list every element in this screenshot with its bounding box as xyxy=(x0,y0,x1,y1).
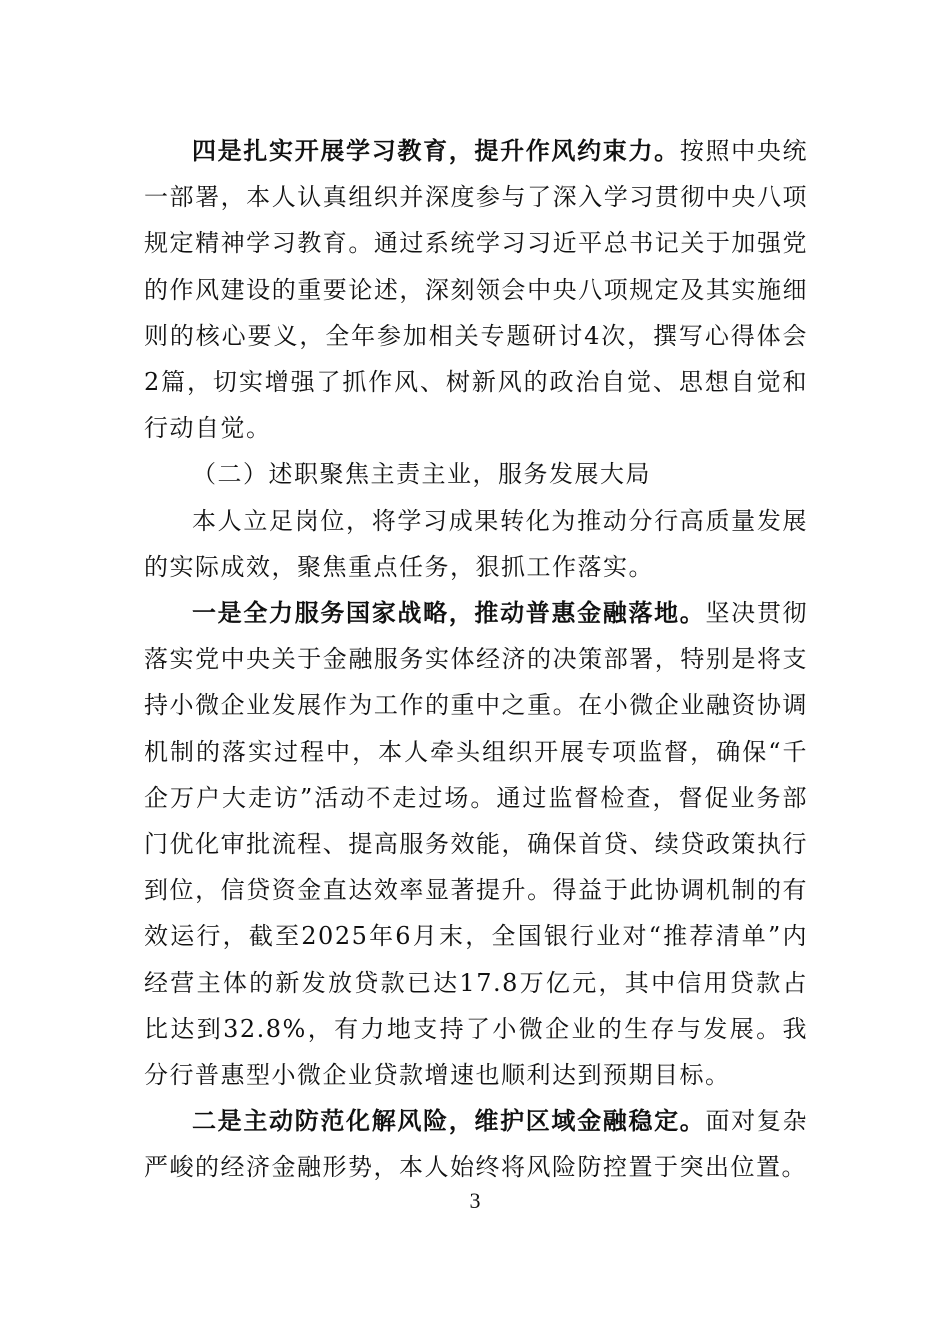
paragraph-lead: 四是扎实开展学习教育，提升作风约束力。 xyxy=(192,136,680,165)
paragraph-text: 面对复杂严峻的经济金融形势，本人始终将风险防控置于突出位置。 xyxy=(144,1107,809,1182)
body-text xyxy=(144,128,808,1191)
paragraph-study-education xyxy=(144,128,808,451)
paragraph-lead: 二是主动防范化解风险，维护区域金融稳定。 xyxy=(192,1106,706,1136)
paragraph-intro xyxy=(144,498,808,590)
section-heading: （二）述职聚焦主责主业，服务发展大局 xyxy=(192,460,651,489)
paragraph-lead: 一是全力服务国家战略，推动普惠金融落地。 xyxy=(192,598,706,628)
page-number: 3 xyxy=(469,1188,481,1213)
paragraph-risk-prevention xyxy=(144,1098,808,1190)
paragraph-text: 坚决贯彻落实党中央关于金融服务实体经济的决策部署，特别是将支持小微企业发展作为工作的重中之重。在小微企业融资协调机制的落实过程中，本人牵头组织开展专项监督，确保“千企万户大走访”活动不走过场。通过监督检查，督促业务部门优化审批流程、提高服务效能，确保首贷、续贷政策执行到位，信贷资金直达效率显著提升。得益于此协调机制的有效运行，截至2025年6月末，全国银行业对“推荐清单”内经营主体的新发放贷款已达17.8万亿元，其中信用贷款占比达到32.8%，有力地支持了小微企业的生存与发展。我分行普惠型小微企业贷款增速也顺利达到预期目标。 xyxy=(144,599,809,1090)
paragraph-text: 本人立足岗位，将学习成果转化为推动分行高质量发展的实际成效，聚焦重点任务，狠抓工作落实。 xyxy=(144,506,808,581)
paragraph-inclusive-finance xyxy=(144,590,808,1098)
paragraph-text: 按照中央统一部署，本人认真组织并深度参与了深入学习贯彻中央八项规定精神学习教育。通过系统学习习近平总书记关于加强党的作风建设的重要论述，深刻领会中央八项规定及其实施细则的核心要义，全年参加相关专题研讨4次，撰写心得体会2篇，切实增强了抓作风、树新风的政治自觉、思想自觉和行动自觉。 xyxy=(144,137,809,443)
